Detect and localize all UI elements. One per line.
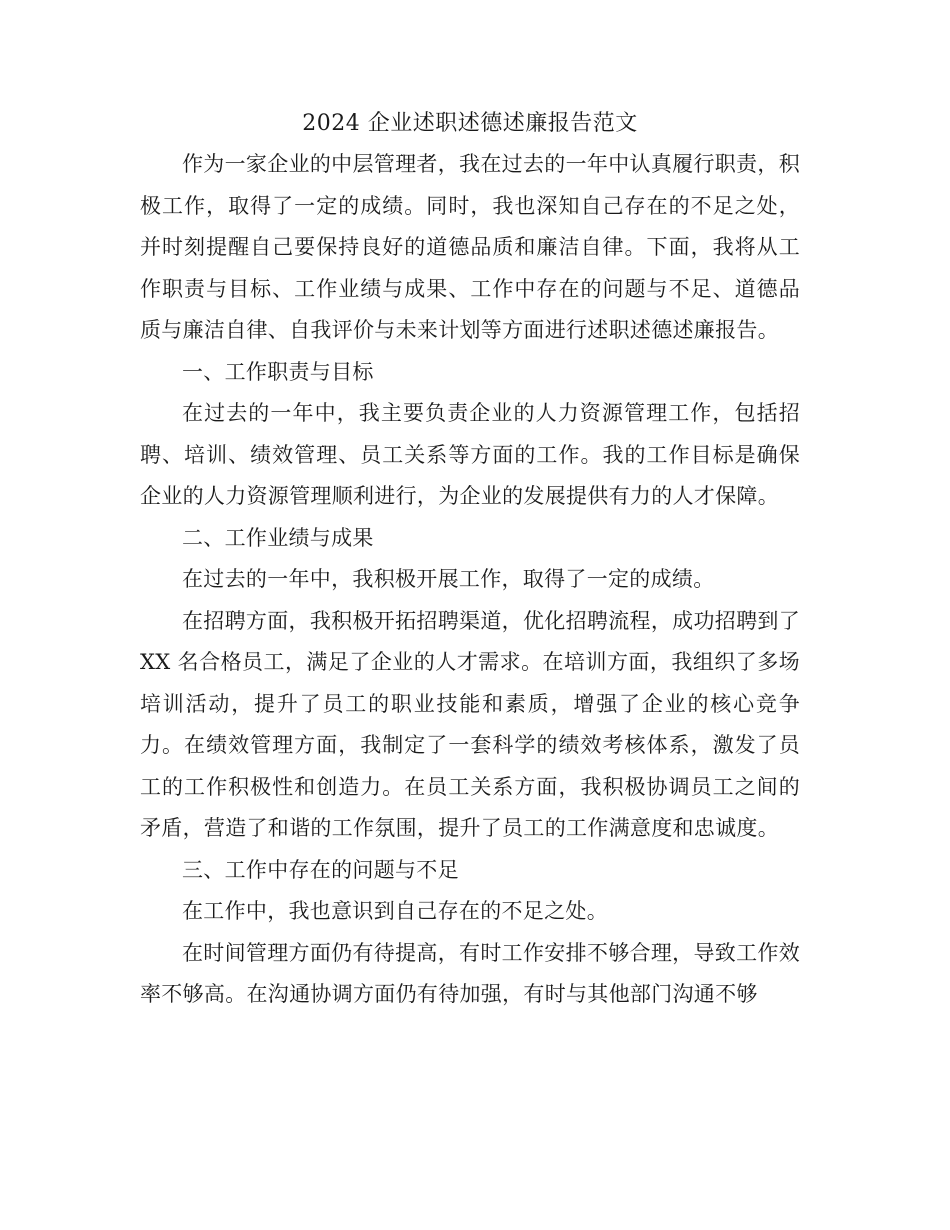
document-title: 2024 企业述职述德述廉报告范文 bbox=[302, 111, 638, 136]
problems-intro-paragraph: 在工作中，我也意识到自己存在的不足之处。 bbox=[182, 899, 608, 923]
section-heading-problems: 三、工作中存在的问题与不足 bbox=[182, 857, 459, 882]
section-heading-duties: 一、工作职责与目标 bbox=[182, 359, 374, 384]
achievements-detail-paragraph: 在招聘方面，我积极开拓招聘渠道，优化招聘流程，成功招聘到了 XX 名合格员工，满足了企业的人才需求。在培训方面，我组织了多场培训活动，提升了员工的职业技能和素质，增强了企业的核心竞争力。在绩效管理方面，我制定了一套科学的绩效考核体系，激发了员工的工作积极性和创造力。在员工关系方面，我积极协调员工之间的矛盾，营造了和谐的工作氛围，提升了员工的工作满意度和忠诚度。 bbox=[140, 608, 800, 840]
duties-paragraph: 在过去的一年中，我主要负责企业的人力资源管理工作，包括招聘、培训、绩效管理、员工关系等方面的工作。我的工作目标是确保企业的人力资源管理顺利进行，为企业的发展提供有力的人才保障。 bbox=[140, 401, 800, 508]
section-heading-achievements: 二、工作业绩与成果 bbox=[182, 525, 374, 550]
document-body bbox=[140, 104, 800, 1016]
problems-detail-paragraph: 在时间管理方面仍有待提高，有时工作安排不够合理，导致工作效率不够高。在沟通协调方面仍有待加强，有时与其他部门沟通不够 bbox=[140, 940, 800, 1006]
achievements-intro-paragraph: 在过去的一年中，我积极开展工作，取得了一定的成绩。 bbox=[182, 567, 715, 591]
intro-paragraph: 作为一家企业的中层管理者，我在过去的一年中认真履行职责，积极工作，取得了一定的成绩。同时，我也深知自己存在的不足之处，并时刻提醒自己要保持良好的道德品质和廉洁自律。下面，我将从工作职责与目标、工作业绩与成果、工作中存在的问题与不足、道德品质与廉洁自律、自我评价与未来计划等方面进行述职述德述廉报告。 bbox=[140, 152, 800, 342]
